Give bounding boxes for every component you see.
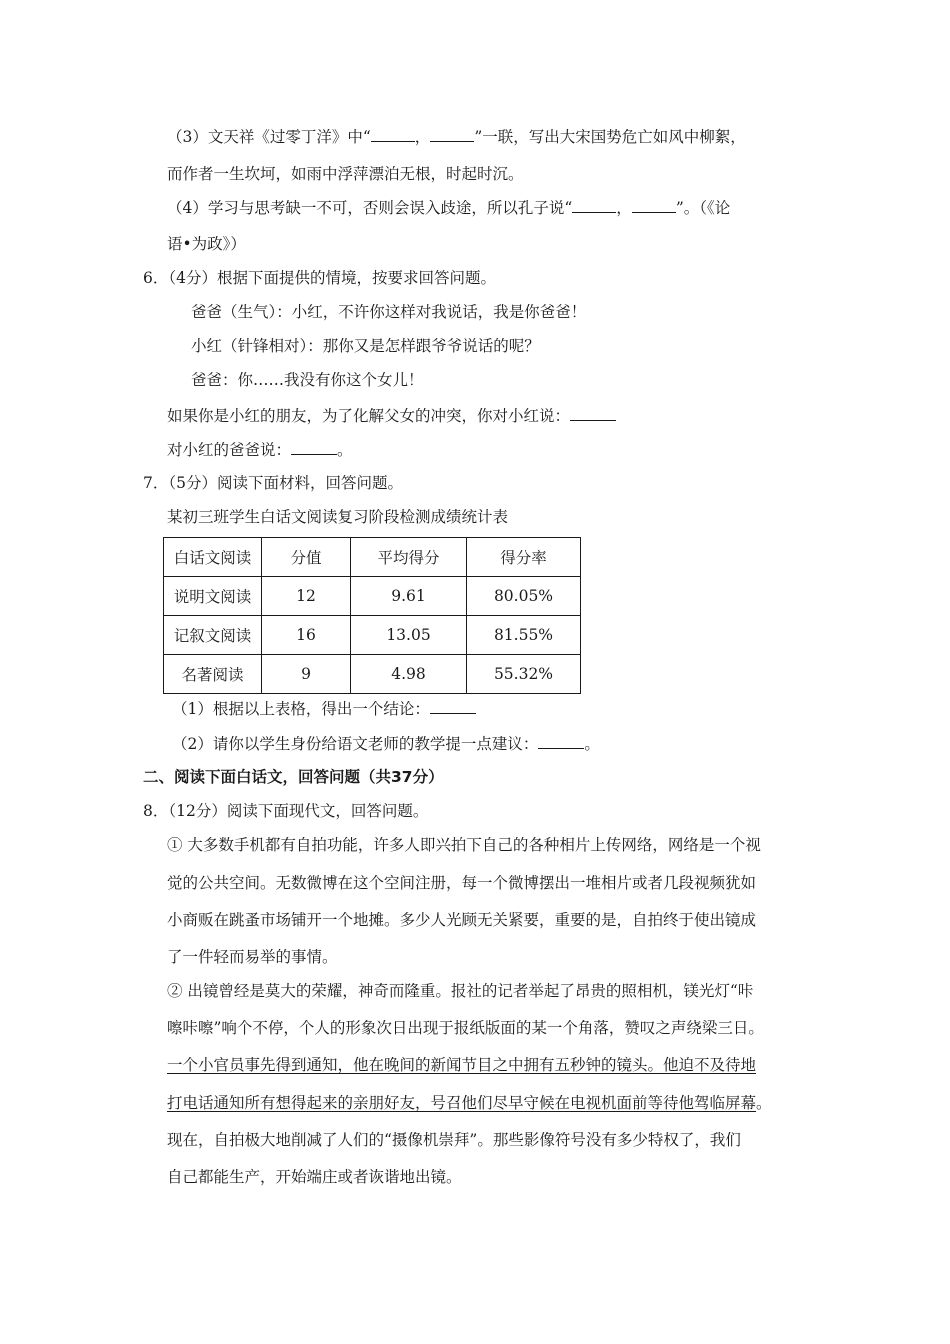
q5-item3-suffix: ”一联，写出大宋国势危亡如风中柳絮， — [474, 128, 746, 146]
q7-table-title: 某初三班学生白话文阅读复习阶段检测成绩统计表 — [167, 508, 509, 526]
q8-p2-line: 嚓咔嚓”响个不停，个人的形象次日出现于报纸版面的某一个角落，赞叹之声绕梁三日。 — [167, 1019, 764, 1037]
table-cell: 9.61 — [351, 577, 467, 616]
answer-blank[interactable] — [632, 197, 676, 213]
answer-blank[interactable] — [371, 126, 415, 142]
q7-sub1-text: （1）根据以上表格，得出一个结论： — [172, 700, 430, 718]
score-statistics-table — [163, 537, 581, 694]
table-cell: 说明文阅读 — [164, 577, 262, 616]
table-row — [164, 655, 581, 694]
answer-blank[interactable] — [430, 698, 476, 714]
q5-item3 — [167, 126, 746, 147]
q6-prompt2 — [167, 439, 353, 460]
q8-p2-underlined-line: 一个小官员事先得到通知，他在晚间的新闻节目之中拥有五秒钟的镜头。他迫不及待地 — [167, 1056, 757, 1074]
table-cell: 13.05 — [351, 616, 467, 655]
q5-item4 — [167, 197, 730, 218]
q6-prompt1 — [167, 405, 616, 426]
q5-item4-suffix: ”。（《论 — [675, 199, 731, 217]
q6-dialogue-line: 爸爸（生气）：小红，不许你这样对我说话，我是你爸爸！ — [191, 303, 587, 321]
answer-blank[interactable] — [291, 439, 337, 455]
q8-p2-underlined-text: 打电话通知所有想得起来的亲朋好友，号召他们尽早守候在电视机面前等待他驾临屏幕 — [167, 1094, 757, 1112]
table-header-cell: 白话文阅读 — [164, 538, 262, 577]
q5-item3-continuation: 而作者一生坎坷，如雨中浮萍漂泊无根，时起时沉。 — [167, 165, 524, 183]
answer-blank[interactable] — [572, 197, 616, 213]
q5-item4-prefix: （4）学习与思考缺一不可，否则会误入歧途，所以孔子说“ — [167, 199, 573, 217]
section2-title: 二、阅读下面白话文，回答问题（共37分） — [143, 768, 444, 786]
q6-prompt2-end: 。 — [337, 441, 353, 459]
q8-p2-tail-line: 现在，自拍极大地削减了人们的“摄像机崇拜”。那些影像符号没有多少特权了，我们 — [167, 1131, 741, 1149]
table-row — [164, 616, 581, 655]
table-header-cell: 平均得分 — [351, 538, 467, 577]
q8-p2-underlined-line-wrap — [167, 1093, 772, 1113]
answer-blank[interactable] — [430, 126, 474, 142]
table-cell: 55.32% — [467, 655, 581, 694]
table-header-cell: 得分率 — [467, 538, 581, 577]
table-cell: 名著阅读 — [164, 655, 262, 694]
q8-header: 8．（12分）阅读下面现代文，回答问题。 — [143, 802, 429, 820]
q7-sub2 — [172, 733, 600, 754]
table-cell: 80.05% — [467, 577, 581, 616]
q7-header: 7．（5分）阅读下面材料，回答问题。 — [143, 474, 403, 492]
q8-p1-line: ① 大多数手机都有自拍功能，许多人即兴拍下自己的各种相片上传网络，网络是一个视 — [167, 836, 761, 854]
table-cell: 81.55% — [467, 616, 581, 655]
table-cell: 4.98 — [351, 655, 467, 694]
answer-blank[interactable] — [538, 733, 584, 749]
table-header-row — [164, 538, 581, 577]
answer-blank[interactable] — [570, 405, 616, 421]
q8-p2-tail-line: 自己都能生产，开始端庄或者诙谐地出镜。 — [167, 1168, 462, 1186]
q8-p1-line: 了一件轻而易举的事情。 — [167, 948, 338, 966]
q6-prompt2-text: 对小红的爸爸说： — [167, 441, 292, 459]
q6-dialogue-line: 爸爸：你……我没有你这个女儿！ — [191, 371, 424, 389]
table-cell: 记叙文阅读 — [164, 616, 262, 655]
table-header-cell: 分值 — [262, 538, 351, 577]
q7-sub2-text: （2）请你以学生身份给语文老师的教学提一点建议： — [172, 735, 539, 753]
q8-p2-line: ② 出镜曾经是莫大的荣耀，神奇而隆重。报社的记者举起了昂贵的照相机，镁光灯“咔 — [167, 982, 754, 1000]
q5-item3-comma: ， — [414, 128, 431, 146]
q5-item3-prefix: （3）文天祥《过零丁洋》中“ — [167, 128, 371, 146]
q5-item4-continuation: 语•为政》） — [167, 235, 246, 253]
table-cell: 12 — [262, 577, 351, 616]
table-cell: 9 — [262, 655, 351, 694]
q8-p2-underlined-end: 。 — [756, 1094, 772, 1112]
table-row — [164, 577, 581, 616]
q8-p1-line: 小商贩在跳蚤市场铺开一个地摊。多少人光顾无关紧要，重要的是，自拍终于使出镜成 — [167, 911, 757, 929]
q7-sub1 — [172, 698, 476, 719]
q6-dialogue-line: 小红（针锋相对）：那你又是怎样跟爷爷说话的呢？ — [191, 337, 540, 355]
q8-p1-line: 觉的公共空间。无数微博在这个空间注册，每一个微博摆出一堆相片或者几段视频犹如 — [167, 874, 757, 892]
q6-header: 6．（4分）根据下面提供的情境，按要求回答问题。 — [143, 269, 496, 287]
q5-item4-comma: ， — [616, 199, 632, 217]
table-cell: 16 — [262, 616, 351, 655]
q6-prompt1-text: 如果你是小红的朋友，为了化解父女的冲突，你对小红说： — [167, 407, 571, 425]
q7-sub2-end: 。 — [584, 735, 600, 753]
